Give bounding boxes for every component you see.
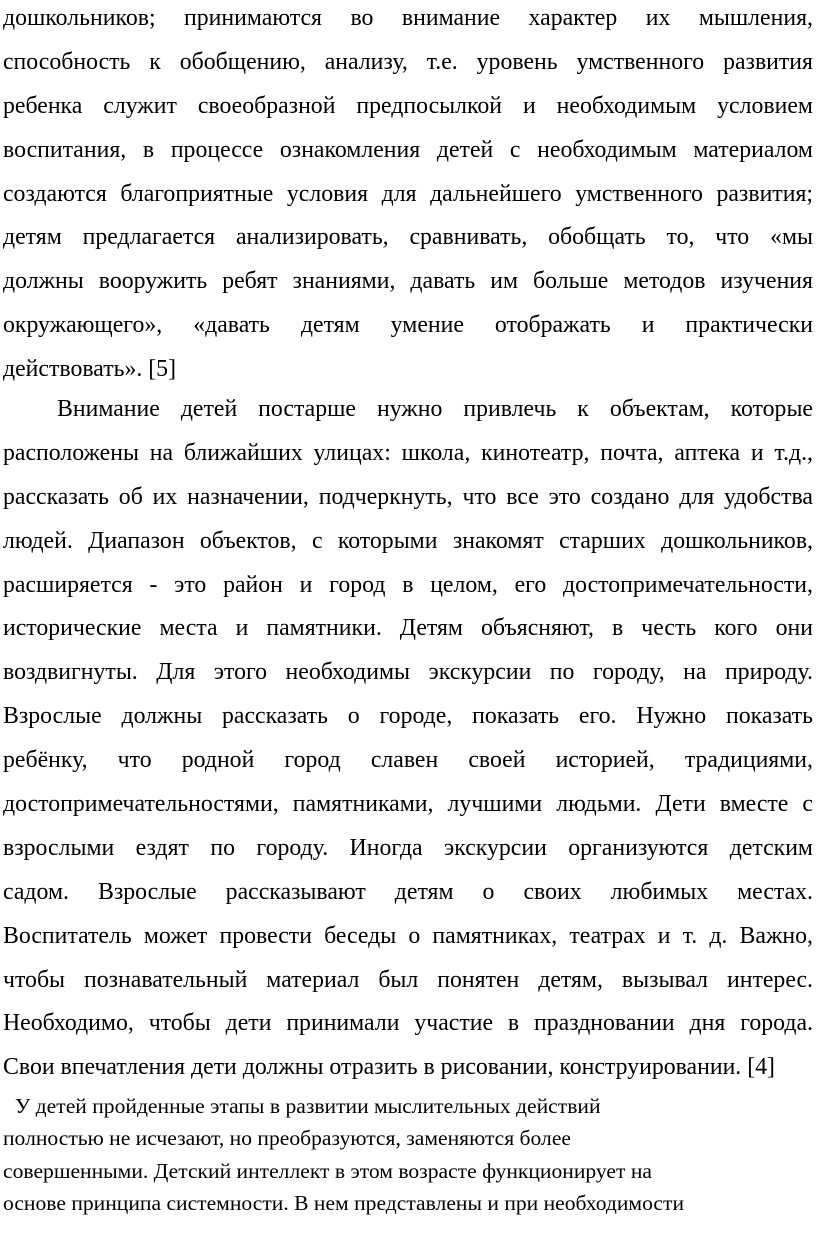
text-line: Воспитатель может провести беседы о памятниках, театрах и т. д. Важно, [3,922,813,949]
text-line: полностью не исчезают, но преобразуются, заменяются более [3,1126,572,1151]
text-line: Взрослые должны рассказать о городе, показать его. Нужно показать [3,703,813,730]
text-line: ребенка служит своеобразной предпосылкой и необходимым условием [3,92,813,119]
text-line: садом. Взрослые рассказывают детям о своих любимых местах. [3,878,813,905]
text-line: чтобы познавательный материал был понятен детям, вызывал интерес. [3,966,813,993]
text-line: исторические места и памятники. Детям объясняют, в честь кого они [3,615,813,642]
text-line: Внимание детей постарше нужно привлечь к объектам, которые [57,396,813,422]
text-line: расширяется - это район и город в целом, его достопримечательности, [3,571,813,598]
text-line: действовать». [5] [3,356,177,383]
paragraph-1 [3,0,813,392]
text-line: расположены на ближайших улицах: школа, кинотеатр, почта, аптека и т.д., [3,439,813,466]
text-line: достопримечательностями, памятниками, лучшими людьми. Дети вместе с [3,791,813,818]
paragraph-2 [3,388,813,1090]
text-line: У детей пройденные этапы в развитии мыслительных действий [15,1094,601,1118]
text-line: детям предлагается анализировать, сравнивать, обобщать то, что «мы [3,224,813,251]
text-line: должны вооружить ребят знаниями, давать им больше методов изучения [3,268,813,295]
text-line: совершенными. Детский интеллект в этом возрасте функционирует на [3,1158,652,1183]
text-line: рассказать об их назначении, подчеркнуть, что все это создано для удобства [3,483,813,510]
text-line: способность к обобщению, анализу, т.е. уровень умственного развития [3,48,813,75]
text-line: Свои впечатления дети должны отразить в рисовании, конструировании. [4] [3,1054,775,1081]
text-line: воздвигнуты. Для этого необходимы экскурсии по городу, на природу. [3,659,813,686]
text-line: создаются благоприятные условия для дальнейшего умственного развития; [3,180,813,207]
text-line: ребёнку, что родной город славен своей историей, традициями, [3,747,813,774]
text-line: окружающего», «давать детям умение отображать и практически [3,312,813,339]
text-line: дошкольников; принимаются во внимание характер их мышления, [3,5,813,31]
text-line: Необходимо, чтобы дети принимали участие в праздновании дня города. [3,1010,813,1037]
text-line: основе принципа системности. В нем представлены и при необходимости [3,1191,684,1216]
paragraph-3 [3,1090,813,1220]
text-line: воспитания, в процессе ознакомления детей с необходимым материалом [3,136,813,163]
text-line: взрослыми ездят по городу. Иногда экскурсии организуются детским [3,834,813,861]
text-line: людей. Диапазон объектов, с которыми знакомят старших дошкольников, [3,527,813,554]
